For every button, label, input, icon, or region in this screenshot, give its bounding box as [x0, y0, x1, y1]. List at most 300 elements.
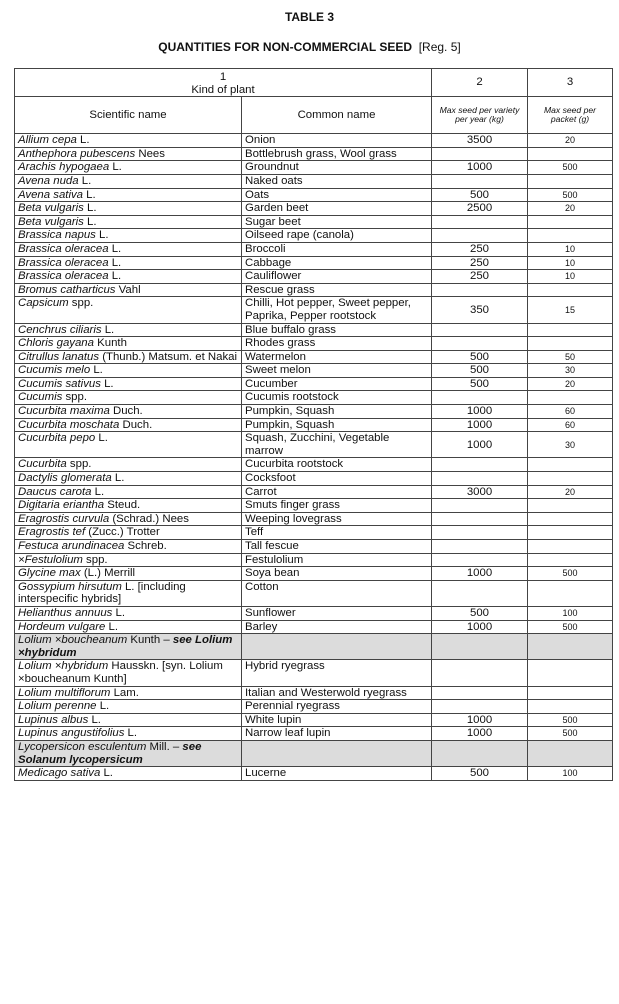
- table-row: [15, 418, 613, 432]
- common-name-cell: Cucurbita rootstock: [242, 458, 432, 472]
- max-seed-packet-cell: 10: [528, 242, 613, 256]
- common-name-cell: Cocksfoot: [242, 472, 432, 486]
- scientific-name-italic: Avena nuda: [18, 174, 79, 187]
- table-row: [15, 432, 613, 458]
- col2-number: 2: [432, 69, 528, 97]
- max-seed-year-cell: 250: [432, 270, 528, 284]
- scientific-name-cell: [15, 134, 242, 148]
- table-row: [15, 580, 613, 606]
- max-seed-year-cell: 1000: [432, 567, 528, 581]
- max-seed-year-cell: [432, 229, 528, 243]
- scientific-name-authority: L.: [112, 606, 126, 619]
- table-row: [15, 686, 613, 700]
- cross-reference: see Lolium ×hybridum: [18, 634, 233, 659]
- max-seed-year-cell: 500: [432, 606, 528, 620]
- scientific-name-authority: Duch.: [109, 405, 143, 418]
- scientific-name-cell: [15, 485, 242, 499]
- scientific-name-cell: [15, 391, 242, 405]
- scientific-name-authority: L.: [76, 134, 90, 147]
- common-name-cell: Carrot: [242, 485, 432, 499]
- max-seed-packet-cell: [528, 458, 613, 472]
- common-name-cell: Watermelon: [242, 350, 432, 364]
- scientific-name-cell: [15, 297, 242, 323]
- scientific-name-cell: [15, 472, 242, 486]
- scientific-name-authority: spp.: [66, 458, 92, 471]
- scientific-name-italic: Lolium ×boucheanum: [18, 634, 128, 647]
- max-seed-year-cell: [432, 700, 528, 714]
- scientific-name-italic: Cucurbita moschata: [18, 418, 120, 431]
- scientific-name-authority: L.: [108, 242, 122, 255]
- max-seed-year-cell: 1000: [432, 620, 528, 634]
- scientific-name-cell: [15, 242, 242, 256]
- max-seed-packet-cell: 500: [528, 161, 613, 175]
- scientific-name-authority: Kunth: [93, 337, 127, 350]
- scientific-name-italic: Lolium ×hybridum: [18, 660, 109, 673]
- table-row: [15, 215, 613, 229]
- scientific-name-authority: Steud.: [104, 499, 141, 512]
- scientific-name-cell: [15, 580, 242, 606]
- common-name-cell: Bottlebrush grass, Wool grass: [242, 147, 432, 161]
- max-seed-packet-cell: [528, 634, 613, 660]
- max-seed-packet-cell: [528, 472, 613, 486]
- scientific-name-italic: Citrullus lanatus: [18, 350, 100, 363]
- scientific-name-cell: [15, 202, 242, 216]
- max-seed-packet-cell: 500: [528, 620, 613, 634]
- scientific-name-authority: L.: [83, 188, 96, 201]
- table-row: [15, 377, 613, 391]
- common-name-cell: Cotton: [242, 580, 432, 606]
- scientific-name-italic: Lycopersicon esculentum: [18, 740, 147, 753]
- scientific-name-cell: [15, 283, 242, 297]
- max-seed-packet-cell: 20: [528, 485, 613, 499]
- table-row: [15, 634, 613, 660]
- common-name-cell: Cucumis rootstock: [242, 391, 432, 405]
- common-name-cell: Onion: [242, 134, 432, 148]
- common-name-cell: Sweet melon: [242, 364, 432, 378]
- common-name-cell: Smuts finger grass: [242, 499, 432, 513]
- table-row: [15, 472, 613, 486]
- scientific-name-authority: Kunth –: [127, 634, 173, 647]
- scientific-name-authority: L.: [96, 700, 110, 713]
- common-name-cell: [242, 740, 432, 766]
- scientific-name-cell: [15, 405, 242, 419]
- scientific-name-authority: L.: [108, 256, 122, 269]
- scientific-name-italic: Cucurbita: [18, 458, 67, 471]
- max-seed-year-cell: 500: [432, 767, 528, 781]
- table-row: [15, 727, 613, 741]
- common-name-cell: Squash, Zucchini, Vegetable marrow: [242, 432, 432, 458]
- scientific-name-authority: L.: [90, 364, 103, 377]
- max-seed-packet-cell: 60: [528, 418, 613, 432]
- scientific-name-cell: [15, 323, 242, 337]
- max-seed-year-cell: 250: [432, 256, 528, 270]
- scientific-name-italic: Cucurbita maxima: [18, 405, 110, 418]
- table-row: [15, 202, 613, 216]
- max-seed-packet-cell: 15: [528, 297, 613, 323]
- scientific-name-authority: Hausskn. [syn. Lolium ×boucheanum Kunth]: [18, 660, 223, 685]
- scientific-name-authority: spp.: [68, 297, 94, 310]
- common-name-cell: Weeping lovegrass: [242, 512, 432, 526]
- max-seed-year-cell: 1000: [432, 432, 528, 458]
- table-row: [15, 458, 613, 472]
- table-row: [15, 512, 613, 526]
- scientific-name-cell: [15, 458, 242, 472]
- table-heading: [0, 40, 619, 54]
- scientific-name-italic: Helianthus annuus: [18, 606, 113, 619]
- scientific-name-italic: Glycine max: [18, 567, 81, 580]
- common-name-cell: Festulolium: [242, 553, 432, 567]
- common-name-cell: Hybrid ryegrass: [242, 660, 432, 686]
- scientific-name-italic: Cucurbita pepo: [18, 432, 96, 445]
- scientific-name-header: Scientific name: [15, 97, 242, 134]
- max-seed-packet-cell: [528, 283, 613, 297]
- scientific-name-authority: spp.: [62, 391, 88, 404]
- table-row: [15, 553, 613, 567]
- scientific-name-italic: Beta vulgaris: [18, 215, 84, 228]
- scientific-name-italic: Brassica napus: [18, 229, 96, 242]
- common-name-cell: Cabbage: [242, 256, 432, 270]
- table-row: [15, 350, 613, 364]
- max-seed-packet-cell: [528, 147, 613, 161]
- max-seed-year-cell: 1000: [432, 161, 528, 175]
- common-name-cell: Tall fescue: [242, 540, 432, 554]
- scientific-name-authority: Nees: [135, 147, 165, 160]
- common-name-cell: Chilli, Hot pepper, Sweet pepper, Paprika, Pepper rootstock: [242, 297, 432, 323]
- max-seed-year-cell: [432, 283, 528, 297]
- max-seed-packet-cell: [528, 174, 613, 188]
- common-name-cell: Groundnut: [242, 161, 432, 175]
- common-name-cell: White lupin: [242, 713, 432, 727]
- max-seed-packet-cell: 500: [528, 188, 613, 202]
- scientific-name-authority: L.: [105, 620, 119, 633]
- common-name-header: Common name: [242, 97, 432, 134]
- table-row: [15, 229, 613, 243]
- scientific-name-authority: L.: [78, 174, 92, 187]
- scientific-name-cell: [15, 161, 242, 175]
- common-name-cell: Garden beet: [242, 202, 432, 216]
- max-seed-year-cell: [432, 323, 528, 337]
- common-name-cell: Soya bean: [242, 567, 432, 581]
- scientific-name-italic: Eragrostis tef: [18, 526, 86, 539]
- max-seed-packet-cell: [528, 580, 613, 606]
- common-name-cell: Pumpkin, Squash: [242, 418, 432, 432]
- max-seed-packet-cell: 500: [528, 727, 613, 741]
- scientific-name-cell: [15, 540, 242, 554]
- scientific-name-italic: Avena sativa: [18, 188, 84, 201]
- scientific-name-authority: L.: [95, 432, 108, 445]
- scientific-name-italic: Hordeum vulgare: [18, 620, 106, 633]
- scientific-name-cell: [15, 620, 242, 634]
- table-row: [15, 161, 613, 175]
- scientific-name-italic: Brassica oleracea: [18, 256, 109, 269]
- max-seed-year-cell: 1000: [432, 405, 528, 419]
- scientific-name-italic: Dactylis glomerata: [18, 472, 112, 485]
- max-seed-year-cell: [432, 512, 528, 526]
- heading-main: QUANTITIES FOR NON-COMMERCIAL SEED: [158, 40, 413, 54]
- scientific-name-italic: Cenchrus ciliaris: [18, 323, 102, 336]
- table-row: [15, 297, 613, 323]
- table-row: [15, 485, 613, 499]
- max-seed-year-cell: 250: [432, 242, 528, 256]
- table-title: TABLE 3: [284, 10, 335, 24]
- max-seed-packet-cell: 30: [528, 432, 613, 458]
- common-name-cell: Sunflower: [242, 606, 432, 620]
- max-seed-packet-cell: [528, 215, 613, 229]
- scientific-name-authority: L.: [100, 767, 113, 780]
- max-seed-packet-cell: [528, 540, 613, 554]
- max-seed-packet-cell: 100: [528, 767, 613, 781]
- common-name-cell: Rescue grass: [242, 283, 432, 297]
- max-seed-year-cell: [432, 458, 528, 472]
- max-seed-year-cell: 500: [432, 364, 528, 378]
- max-seed-year-cell: [432, 499, 528, 513]
- header-row-columns: [15, 97, 613, 134]
- scientific-name-italic: Capsicum: [18, 297, 69, 310]
- scientific-name-cell: [15, 188, 242, 202]
- scientific-name-cell: [15, 567, 242, 581]
- scientific-name-authority: L.: [83, 215, 97, 228]
- seed-quantities-table: [14, 68, 613, 781]
- table-row: [15, 499, 613, 513]
- scientific-name-italic: Beta vulgaris: [18, 202, 84, 215]
- table-row: [15, 526, 613, 540]
- max-seed-packet-cell: 50: [528, 350, 613, 364]
- max-seed-year-cell: [432, 391, 528, 405]
- scientific-name-cell: [15, 740, 242, 766]
- header-row-numbers: [15, 69, 613, 84]
- table-row: [15, 391, 613, 405]
- table-row: [15, 364, 613, 378]
- table-row: [15, 767, 613, 781]
- scientific-name-italic: Allium cepa: [18, 134, 77, 147]
- col1-number: 1: [15, 69, 432, 84]
- scientific-name-authority: (Thunb.) Matsum. et Nakai: [99, 350, 238, 363]
- max-seed-year-cell: 500: [432, 377, 528, 391]
- max-seed-year-cell: 500: [432, 188, 528, 202]
- col3-number: 3: [528, 69, 613, 97]
- scientific-name-cell: [15, 418, 242, 432]
- scientific-name-authority: L.: [100, 377, 114, 390]
- max-seed-year-cell: [432, 634, 528, 660]
- table-row: [15, 660, 613, 686]
- common-name-cell: Rhodes grass: [242, 337, 432, 351]
- table-row: [15, 405, 613, 419]
- scientific-name-authority: Schreb.: [124, 540, 167, 552]
- max-seed-packet-cell: [528, 512, 613, 526]
- table-row: [15, 567, 613, 581]
- scientific-name-authority: L.: [95, 229, 109, 242]
- scientific-name-italic: Cucumis sativus: [18, 377, 101, 390]
- max-seed-packet-cell: 20: [528, 134, 613, 148]
- max-seed-packet-cell: 20: [528, 202, 613, 216]
- table-row: [15, 540, 613, 554]
- scientific-name-italic: Lupinus albus: [18, 713, 89, 726]
- table-row: [15, 188, 613, 202]
- scientific-name-italic: Lolium multiflorum: [18, 686, 111, 699]
- scientific-name-italic: Brassica oleracea: [18, 270, 109, 283]
- scientific-name-cell: [15, 174, 242, 188]
- scientific-name-cell: [15, 147, 242, 161]
- common-name-cell: Pumpkin, Squash: [242, 405, 432, 419]
- common-name-cell: Blue buffalo grass: [242, 323, 432, 337]
- table-row: [15, 323, 613, 337]
- scientific-name-italic: Brassica oleracea: [18, 242, 109, 255]
- col1-label: Kind of plant: [15, 84, 432, 97]
- common-name-cell: Oats: [242, 188, 432, 202]
- scientific-name-italic: Bromus catharticus: [18, 283, 116, 296]
- max-seed-year-cell: 3000: [432, 485, 528, 499]
- max-seed-year-cell: [432, 337, 528, 351]
- max-seed-year-cell: [432, 553, 528, 567]
- scientific-name-cell: [15, 337, 242, 351]
- max-seed-packet-cell: [528, 499, 613, 513]
- common-name-cell: Sugar beet: [242, 215, 432, 229]
- table-row: [15, 337, 613, 351]
- table-row: [15, 270, 613, 284]
- max-seed-year-cell: [432, 472, 528, 486]
- table-row: [15, 700, 613, 714]
- scientific-name-italic: Lupinus angustifolius: [18, 727, 125, 740]
- max-seed-packet-cell: 20: [528, 377, 613, 391]
- scientific-name-italic: Festuca arundinacea: [18, 540, 125, 552]
- common-name-cell: Oilseed rape (canola): [242, 229, 432, 243]
- scientific-name-italic: Arachis hypogaea: [18, 161, 110, 174]
- max-seed-packet-cell: [528, 553, 613, 567]
- table-row: [15, 740, 613, 766]
- max-seed-year-cell: 350: [432, 297, 528, 323]
- table-row: [15, 134, 613, 148]
- scientific-name-authority: Duch.: [119, 418, 153, 431]
- common-name-cell: [242, 634, 432, 660]
- scientific-name-cell: [15, 215, 242, 229]
- max-seed-packet-cell: [528, 740, 613, 766]
- common-name-cell: Narrow leaf lupin: [242, 727, 432, 741]
- table-row: [15, 620, 613, 634]
- common-name-cell: Italian and Westerwold ryegrass: [242, 686, 432, 700]
- max-seed-year-cell: [432, 660, 528, 686]
- scientific-name-italic: Digitaria eriantha: [18, 499, 105, 512]
- max-seed-packet-cell: 10: [528, 270, 613, 284]
- scientific-name-authority: Lam.: [110, 686, 139, 699]
- table-row: [15, 606, 613, 620]
- scientific-name-italic: Lolium perenne: [18, 700, 97, 713]
- max-seed-year-cell: 500: [432, 350, 528, 364]
- scientific-name-cell: [15, 499, 242, 513]
- scientific-name-authority: Vahl: [115, 283, 141, 296]
- scientific-name-cell: [15, 660, 242, 686]
- max-seed-packet-header: Max seed per packet (g): [528, 97, 613, 134]
- max-seed-packet-cell: [528, 337, 613, 351]
- max-seed-packet-cell: 500: [528, 567, 613, 581]
- max-seed-packet-cell: [528, 700, 613, 714]
- scientific-name-authority: L.: [101, 323, 115, 336]
- scientific-name-cell: [15, 553, 242, 567]
- scientific-name-italic: Eragrostis curvula: [18, 512, 110, 525]
- scientific-name-authority: L.: [109, 161, 122, 174]
- max-seed-packet-cell: 30: [528, 364, 613, 378]
- scientific-name-authority: L.: [111, 472, 125, 485]
- scientific-name-cell: [15, 767, 242, 781]
- max-seed-year-cell: 3500: [432, 134, 528, 148]
- max-seed-packet-cell: 100: [528, 606, 613, 620]
- scientific-name-italic: Chloris gayana: [18, 337, 94, 350]
- scientific-name-authority: L.: [124, 727, 138, 740]
- max-seed-packet-cell: 10: [528, 256, 613, 270]
- scientific-name-cell: [15, 256, 242, 270]
- scientific-name-cell: [15, 727, 242, 741]
- common-name-cell: Cauliflower: [242, 270, 432, 284]
- scientific-name-cell: [15, 686, 242, 700]
- max-seed-year-cell: 2500: [432, 202, 528, 216]
- max-seed-year-cell: 1000: [432, 418, 528, 432]
- max-seed-packet-cell: 60: [528, 405, 613, 419]
- max-seed-year-cell: [432, 686, 528, 700]
- common-name-cell: Naked oats: [242, 174, 432, 188]
- scientific-name-cell: [15, 512, 242, 526]
- scientific-name-authority: L.: [108, 270, 122, 283]
- scientific-name-authority: (L.) Merrill: [80, 567, 136, 580]
- scientific-name-cell: [15, 526, 242, 540]
- common-name-cell: Teff: [242, 526, 432, 540]
- scientific-name-italic: Anthephora pubescens: [18, 147, 136, 160]
- heading-regulation: [Reg. 5]: [418, 40, 461, 54]
- scientific-name-italic: ×Festulolium: [18, 553, 83, 566]
- max-seed-packet-cell: [528, 323, 613, 337]
- scientific-name-authority: (Zucc.) Trotter: [85, 526, 160, 539]
- max-seed-packet-cell: [528, 391, 613, 405]
- scientific-name-cell: [15, 350, 242, 364]
- max-seed-year-cell: 1000: [432, 727, 528, 741]
- common-name-cell: Broccoli: [242, 242, 432, 256]
- scientific-name-authority: spp.: [82, 553, 108, 566]
- max-seed-year-cell: [432, 740, 528, 766]
- table-row: [15, 256, 613, 270]
- max-seed-packet-cell: 500: [528, 713, 613, 727]
- scientific-name-authority: (Schrad.) Nees: [109, 512, 189, 525]
- scientific-name-cell: [15, 606, 242, 620]
- max-seed-year-cell: [432, 147, 528, 161]
- scientific-name-cell: [15, 229, 242, 243]
- common-name-cell: Cucumber: [242, 377, 432, 391]
- scientific-name-italic: Daucus carota: [18, 485, 92, 498]
- scientific-name-italic: Medicago sativa: [18, 767, 101, 780]
- scientific-name-cell: [15, 377, 242, 391]
- max-seed-year-cell: [432, 174, 528, 188]
- common-name-cell: Perennial ryegrass: [242, 700, 432, 714]
- scientific-name-authority: Mill. –: [146, 740, 183, 753]
- table-row: [15, 147, 613, 161]
- cross-reference: see Solanum lycopersicum: [18, 740, 202, 766]
- max-seed-packet-cell: [528, 686, 613, 700]
- scientific-name-authority: L.: [91, 485, 105, 498]
- scientific-name-cell: [15, 432, 242, 458]
- scientific-name-authority: L. [including interspecific hybrids]: [18, 580, 186, 606]
- scientific-name-cell: [15, 270, 242, 284]
- scientific-name-italic: Gossypium hirsutum: [18, 580, 122, 593]
- scientific-name-italic: Cucumis melo: [18, 364, 91, 377]
- scientific-name-authority: L.: [83, 202, 97, 215]
- scientific-name-cell: [15, 700, 242, 714]
- table-row: [15, 283, 613, 297]
- max-seed-year-cell: 1000: [432, 713, 528, 727]
- table-row: [15, 713, 613, 727]
- table-row: [15, 174, 613, 188]
- max-seed-year-cell: [432, 526, 528, 540]
- max-seed-year-header: Max seed per variety per year (kg): [432, 97, 528, 134]
- common-name-cell: Lucerne: [242, 767, 432, 781]
- max-seed-year-cell: [432, 540, 528, 554]
- max-seed-year-cell: [432, 215, 528, 229]
